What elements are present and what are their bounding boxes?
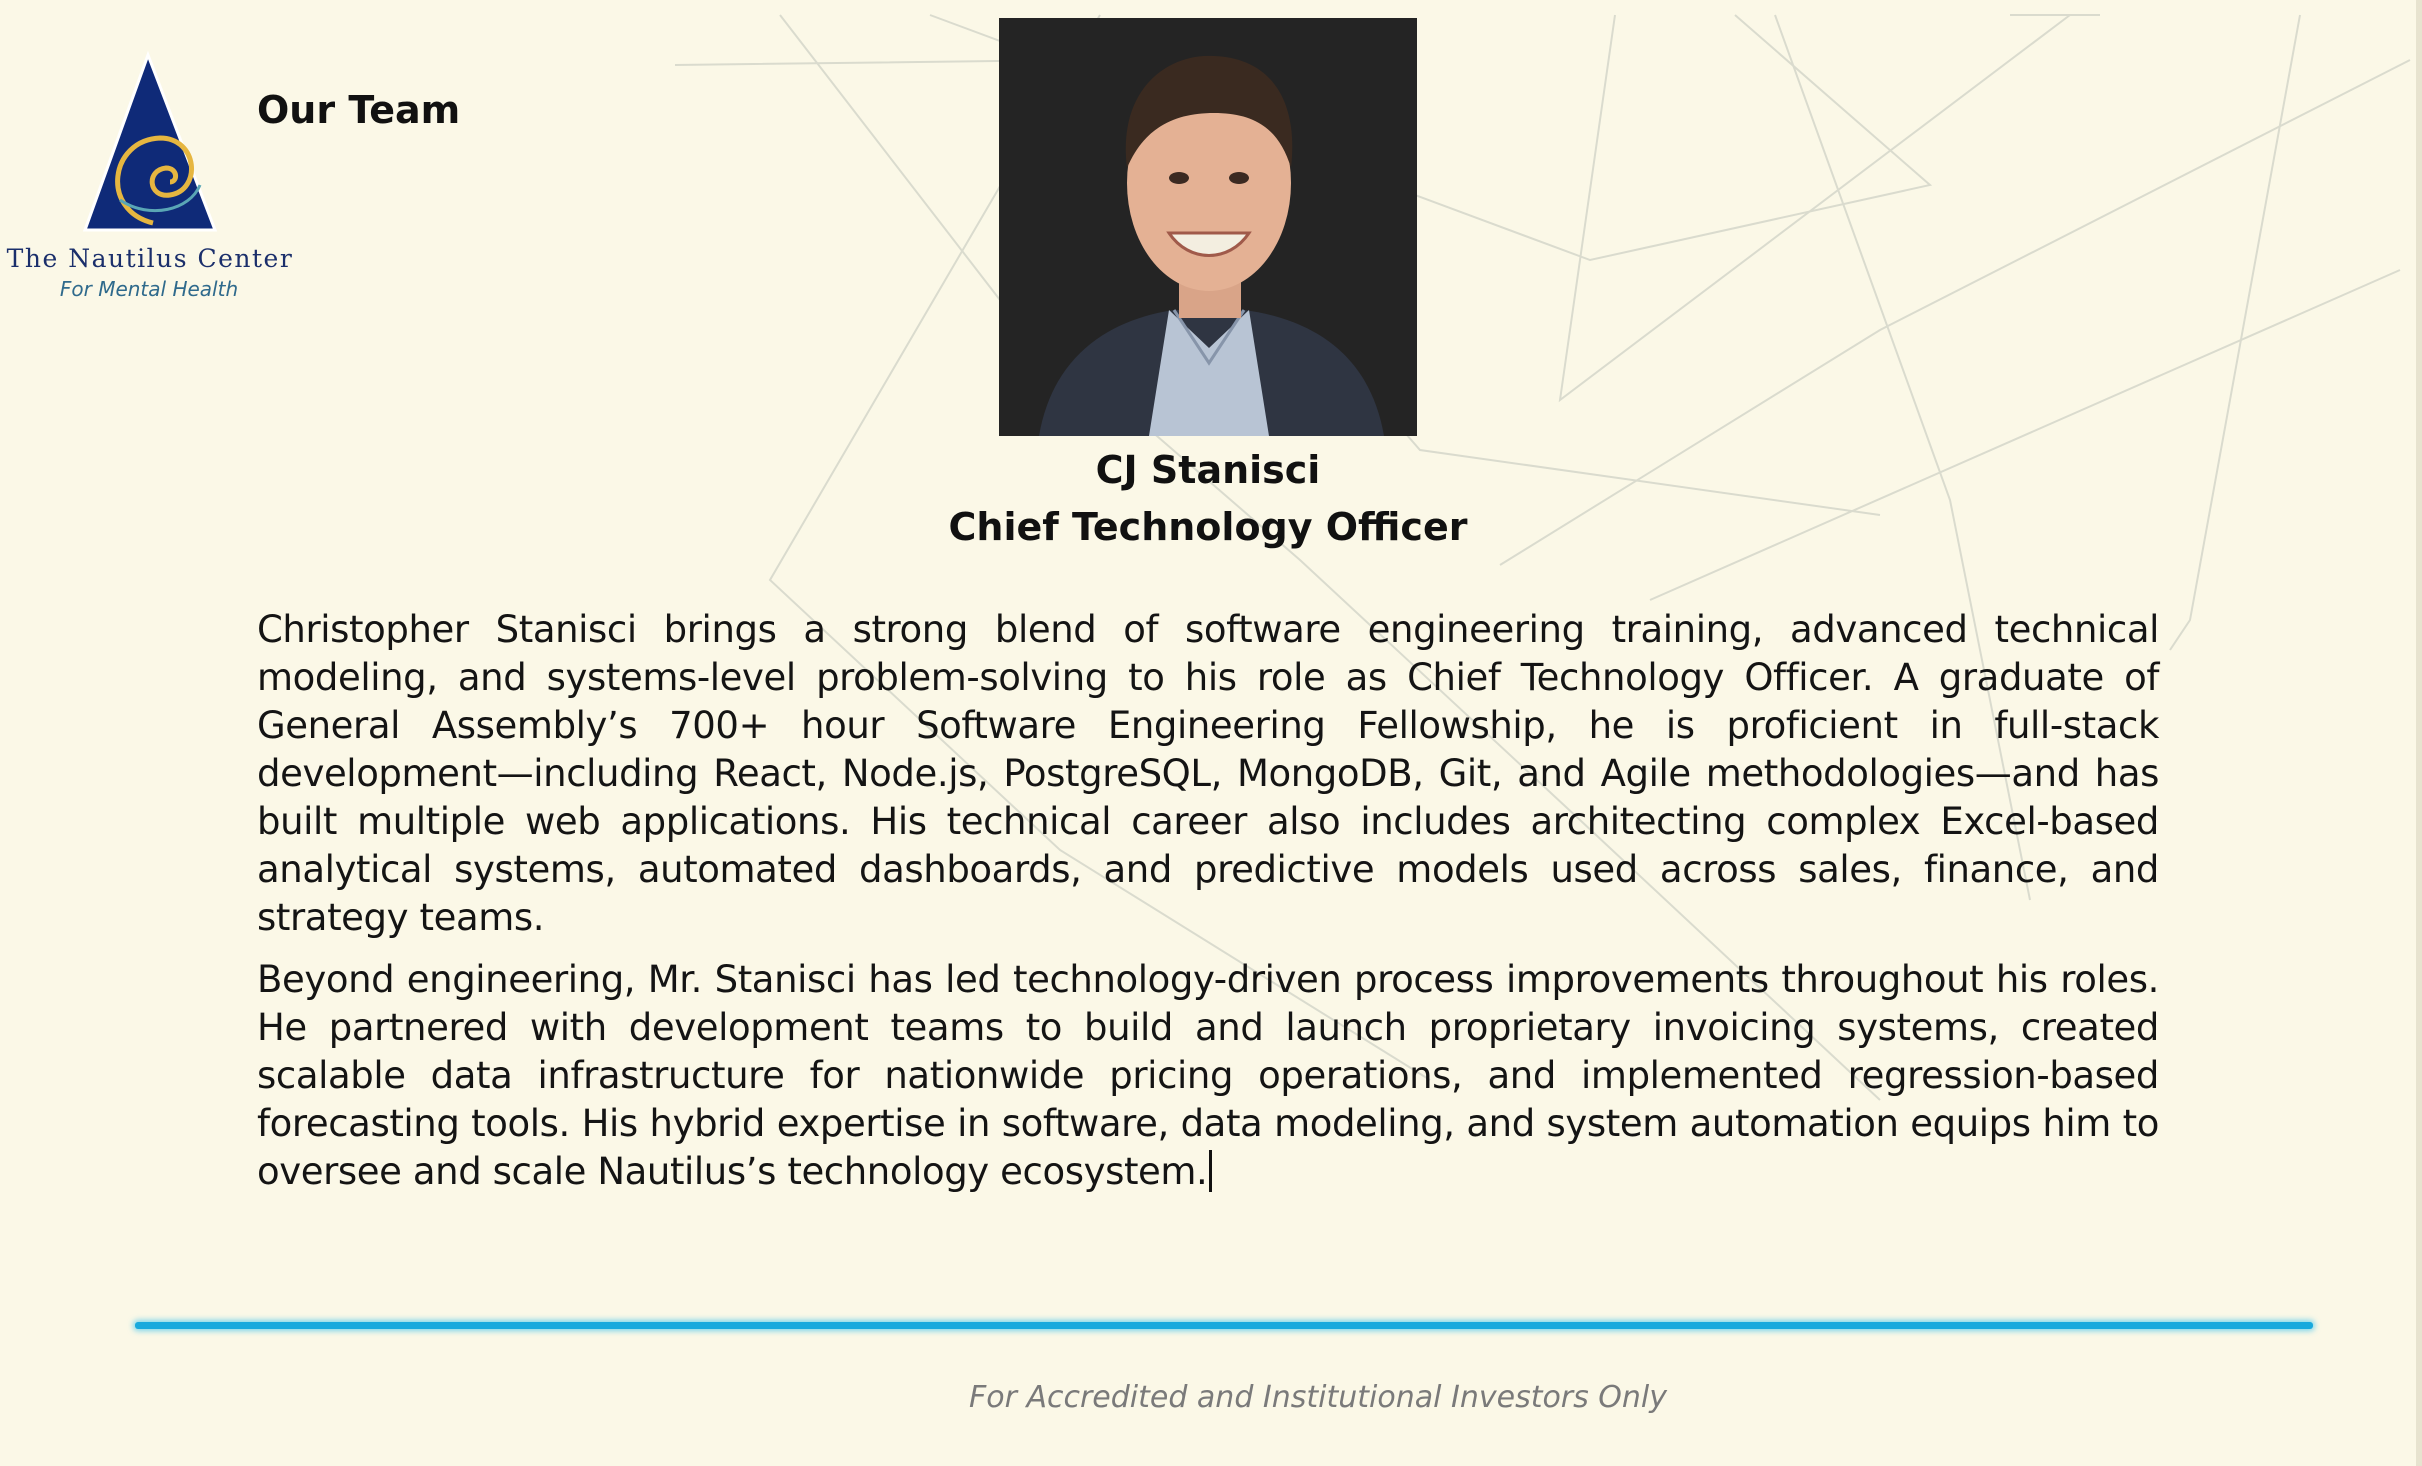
accent-divider <box>135 1322 2313 1329</box>
profile-photo <box>999 18 1417 436</box>
portrait-photo-icon <box>999 18 1417 436</box>
bio-paragraph <box>257 956 2159 1196</box>
profile-name: CJ Stanisci <box>1095 448 1321 492</box>
profile-bio[interactable] <box>257 606 2159 1210</box>
logo-name: The Nautilus Center <box>6 244 294 273</box>
page-title: Our Team <box>257 88 461 132</box>
bio-paragraph-text: Beyond engineering, Mr. Stanisci has led technology-driven process improvements throughout his roles. He partnered with development teams to build and launch proprietary invoicing systems, created scalable data infrastructure for nationwide pricing operations, and implemented regression-based forecasting tools. His hybrid expertise in software, data modeling, and system automation equips him to oversee and scale Nautilus’s technology ecosystem. <box>257 958 2159 1193</box>
profile-role: Chief Technology Officer <box>948 505 1468 549</box>
text-cursor <box>1209 1150 1212 1192</box>
nautilus-logo-icon <box>80 50 220 240</box>
logo-tagline: For Mental Health <box>59 277 239 301</box>
scrollbar-edge[interactable] <box>2416 0 2422 1466</box>
footer-disclaimer: For Accredited and Institutional Investors Only <box>968 1380 1668 1415</box>
bio-paragraph: Christopher Stanisci brings a strong blend of software engineering training, advanced technical modeling, and systems-level problem-solving to his role as Chief Technology Officer. A graduate of General Assembly’s 700+ hour Software Engineering Fellowship, he is proficient in full-stack development—including React, Node.js, PostgreSQL, MongoDB, Git, and Agile methodologies—and has built multiple web applications. His technical career also includes architecting complex Excel-based analytical systems, automated dashboards, and predictive models used across sales, finance, and strategy teams. <box>257 608 2159 939</box>
